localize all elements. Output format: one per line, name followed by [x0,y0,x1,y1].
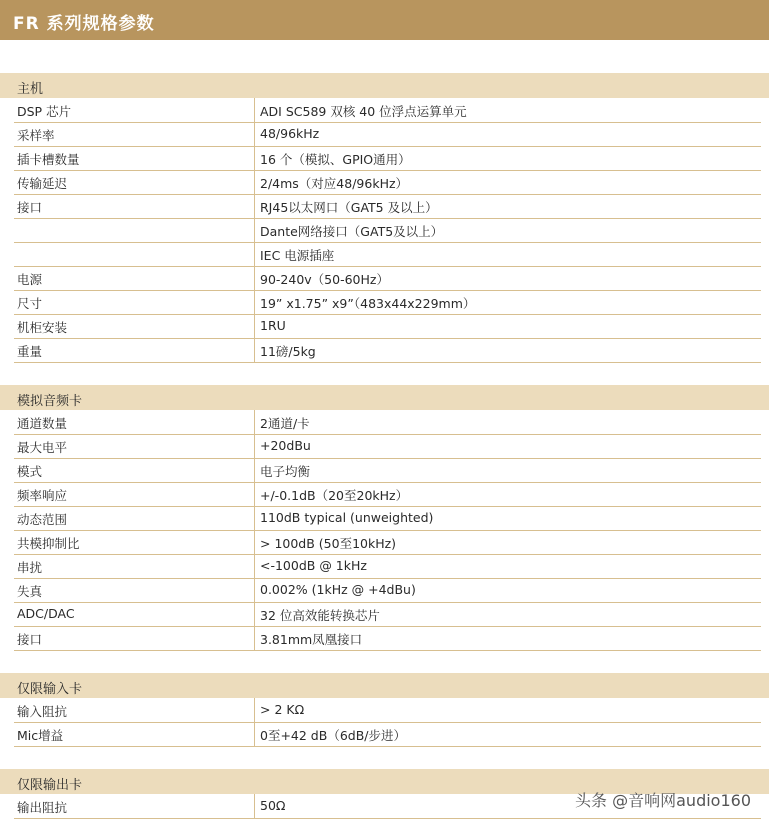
column-divider [254,314,255,338]
spec-label: 串扰 [17,560,43,575]
page-header [0,0,769,40]
spec-value: <-100dB @ 1kHz [260,558,367,573]
spec-row [14,98,761,123]
column-divider [254,194,255,218]
spec-row [14,122,761,147]
spec-label: 失真 [17,584,43,599]
column-divider [254,626,255,650]
spec-value: 32 位高效能转换芯片 [260,608,380,623]
spec-row [14,338,761,363]
section-title: 仅限输入卡 [17,682,83,697]
spec-row [14,434,761,459]
spec-row [14,602,761,627]
spec-value: IEC 电源插座 [260,248,335,263]
spec-value: > 2 KΩ [260,702,305,717]
spec-label: 最大电平 [17,440,68,455]
spec-label: 机柜安装 [17,320,68,335]
column-divider [254,290,255,314]
spec-label: 采样率 [17,128,55,143]
spec-value: 2/4ms（对应48/96kHz） [260,176,409,191]
spec-label: 模式 [17,464,43,479]
spec-value: RJ45以太网口（GAT5 及以上） [260,200,438,215]
spec-value: 11磅/5kg [260,344,316,359]
spec-value: Dante网络接口（GAT5及以上） [260,224,444,239]
column-divider [254,458,255,482]
spec-label: 电源 [17,272,43,287]
spec-row [14,218,761,243]
spec-label: 动态范围 [17,512,68,527]
spec-label: 接口 [17,200,43,215]
spec-value: 50Ω [260,798,286,813]
spec-row [14,578,761,603]
spec-label: 重量 [17,344,43,359]
column-divider [254,482,255,506]
spec-label: 频率响应 [17,488,68,503]
spec-row [14,410,761,435]
spec-row [14,194,761,219]
column-divider [254,698,255,722]
spec-row [14,170,761,195]
page-title: FR 系列规格参数 [13,14,155,34]
spec-label: ADC/DAC [17,606,75,621]
spec-value: > 100dB (50至10kHz) [260,536,397,551]
column-divider [254,602,255,626]
spec-row [14,530,761,555]
spec-label: 共模抑制比 [17,536,80,551]
column-divider [254,794,255,818]
spec-row [14,314,761,339]
column-divider [254,410,255,434]
spec-row [14,146,761,171]
spec-label: 尺寸 [17,296,43,311]
watermark-text: 头条 @音响网audio160 [575,791,751,810]
column-divider [254,530,255,554]
section-header [0,673,769,698]
spec-value: 48/96kHz [260,126,320,141]
spec-label: Mic增益 [17,728,64,743]
spec-value: 19” x1.75” x9”（483x44x229mm） [260,296,476,311]
column-divider [254,506,255,530]
spec-label: DSP 芯片 [17,104,72,119]
column-divider [254,554,255,578]
column-divider [254,242,255,266]
spec-label: 传输延迟 [17,176,68,191]
spec-row [14,554,761,579]
section-title: 仅限输出卡 [17,778,83,793]
spec-label: 输出阻抗 [17,800,68,815]
column-divider [254,434,255,458]
spec-row [14,290,761,315]
spec-value: 0.002% (1kHz @ +4dBu) [260,582,416,597]
column-divider [254,338,255,362]
spec-row [14,242,761,267]
spec-value: 3.81mm凤凰接口 [260,632,363,647]
column-divider [254,170,255,194]
spec-value: 16 个（模拟、GPIO通用） [260,152,411,167]
spec-value: +20dBu [260,438,311,453]
section-title: 模拟音频卡 [17,394,83,409]
spec-value: +/-0.1dB（20至20kHz） [260,488,409,503]
spec-row [14,722,761,747]
spec-label: 插卡槽数量 [17,152,80,167]
spec-row [14,626,761,651]
spec-row [14,698,761,723]
spec-value: 电子均衡 [260,464,311,479]
spec-value: 2通道/卡 [260,416,310,431]
section-header [0,73,769,98]
spec-label: 接口 [17,632,43,647]
spec-value: 0至+42 dB（6dB/步进） [260,728,406,743]
section-header [0,385,769,410]
spec-row [14,506,761,531]
spec-label: 输入阻抗 [17,704,68,719]
column-divider [254,578,255,602]
column-divider [254,218,255,242]
spec-value: ADI SC589 双核 40 位浮点运算单元 [260,104,467,119]
spec-row [14,482,761,507]
spec-row [14,266,761,291]
column-divider [254,146,255,170]
spec-value: 1RU [260,318,286,333]
column-divider [254,266,255,290]
column-divider [254,722,255,746]
section-title: 主机 [17,82,44,97]
spec-row [14,458,761,483]
spec-value: 90-240v（50-60Hz） [260,272,389,287]
spec-label: 通道数量 [17,416,68,431]
spec-value: 110dB typical (unweighted) [260,510,434,525]
column-divider [254,98,255,122]
column-divider [254,122,255,146]
